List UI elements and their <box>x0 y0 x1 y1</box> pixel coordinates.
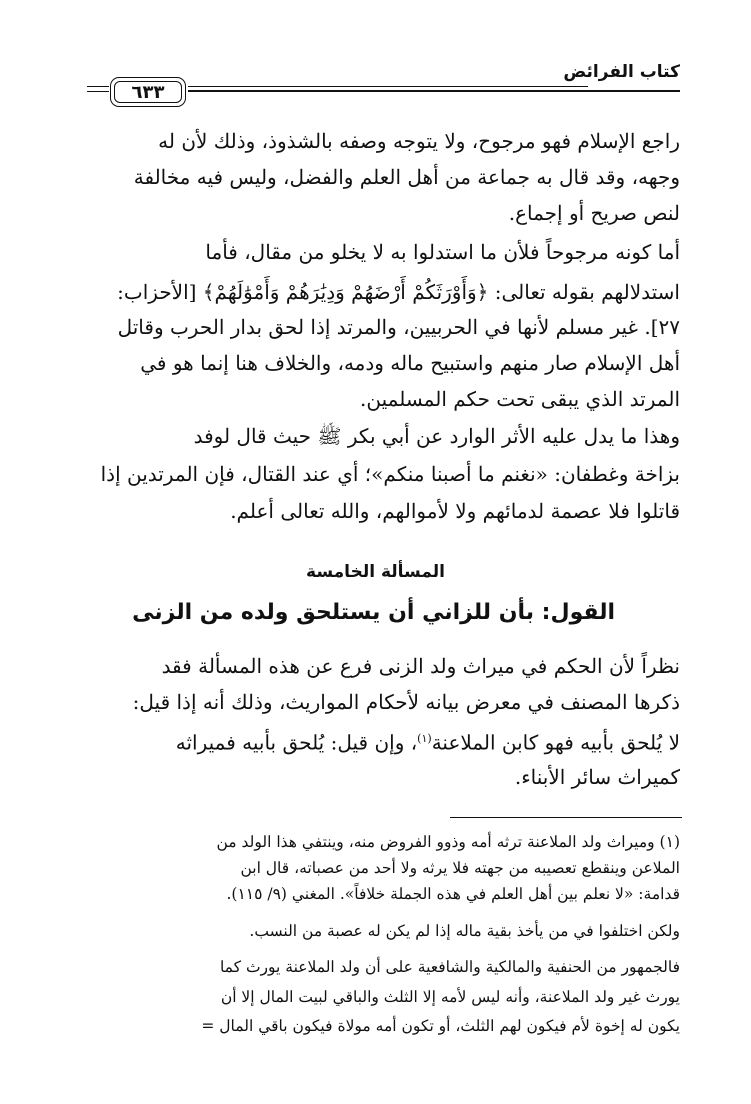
section-line-text: لا يُلحق بأبيه فهو كابن الملاعنة <box>431 730 680 755</box>
header-rule-left-1 <box>87 86 109 87</box>
section-line <box>176 722 680 760</box>
header-rule-left-2 <box>87 91 109 92</box>
footnote-line: الملاعن وينقطع تعصيبه من جهته فلا يرثه ولا أحد من عصباته، قال ابن <box>240 859 680 877</box>
section-line: ذكرها المصنف في معرض بيانه لأحكام المواريث، وذلك أنه إذا قيل: <box>132 690 680 714</box>
body-line: قاتلوا فلا عصمة لدمائهم ولا لأموالهم، والله تعالى أعلم. <box>230 499 680 523</box>
body-line: أما كونه مرجوحاً فلأن ما استدلوا به لا يخلو من مقال، فأما <box>205 240 680 264</box>
body-line: أهل الإسلام صار منهم واستبيح ماله ودمه، والخلاف هنا إنما هو في <box>140 351 680 375</box>
section-line: نظراً لأن الحكم في ميراث ولد الزنى فرع عن هذه المسألة فقد <box>161 654 680 678</box>
section-heading: القول: بأن للزاني أن يستلحق ولده من الزنى <box>132 600 615 625</box>
section-line: كميراث سائر الأبناء. <box>514 765 680 789</box>
page-number-box <box>110 77 186 107</box>
footnote-line: يورث غير ولد الملاعنة، وأنه ليس لأمه إلا الثلث والباقي لبيت المال إلا أن <box>220 988 680 1006</box>
body-line: بزاخة وغطفان: «نغنم ما أصبنا منكم»؛ أي عند القتال، فإن المرتدين إذا <box>100 462 680 486</box>
section-title: المسألة الخامسة <box>306 562 445 582</box>
body-line: وهذا ما يدل عليه الأثر الوارد عن أبي بكر ﷺ حيث قال لوفد <box>193 424 680 448</box>
footnote-separator <box>450 817 682 818</box>
body-line: المرتد الذي يبقى تحت حكم المسلمين. <box>360 387 680 411</box>
body-line: ٢٧]. غير مسلم لأنها في الحربيين، والمرتد إذا لحق بدار الحرب وقاتل <box>117 315 680 339</box>
section-line-tail: ، وإن قيل: يُلحق بأبيه فميراثه <box>175 730 418 755</box>
book-title: كتاب الفرائض <box>563 62 680 82</box>
footnote-marker[interactable]: (١) <box>417 732 432 745</box>
footnote-line: يكون له إخوة لأم فيكون لهم الثلث، أو تكون أمه مولاة فيكون باقي المال = <box>201 1017 680 1035</box>
body-line: لنص صريح أو إجماع. <box>508 201 680 225</box>
page-number: ٦٣٣ <box>131 81 165 103</box>
header-rule-bottom <box>188 90 680 92</box>
body-line: استدلالهم بقوله تعالى: ﴿وَأَوْرَثَكُمْ أَرْضَهُمْ وَدِيَٰرَهُمْ وَأَمْوَٰلَهُمْ﴾ [الأحزاب: <box>117 280 680 304</box>
footnote-line: ولكن اختلفوا في من يأخذ بقية ماله إذا لم يكن له عصبة من النسب. <box>249 922 680 940</box>
header-rule-top <box>188 86 588 87</box>
body-line: راجع الإسلام فهو مرجوح، ولا يتوجه وصفه بالشذوذ، وذلك لأن له <box>158 129 680 153</box>
footnote-line: فالجمهور من الحنفية والمالكية والشافعية على أن ولد الملاعنة يورث كما <box>219 958 680 976</box>
footnote-line: قدامة: «لا نعلم بين أهل العلم في هذه الجملة خلافاً». المغني (٩/ ١١٥). <box>226 885 680 903</box>
body-line: وجهه، وقد قال به جماعة من أهل العلم والفضل، وليس فيه مخالفة <box>133 165 680 189</box>
footnote-line: (١) وميراث ولد الملاعنة ترثه أمه وذوو الفروض منه، وينتفي هذا الولد من <box>216 833 680 851</box>
